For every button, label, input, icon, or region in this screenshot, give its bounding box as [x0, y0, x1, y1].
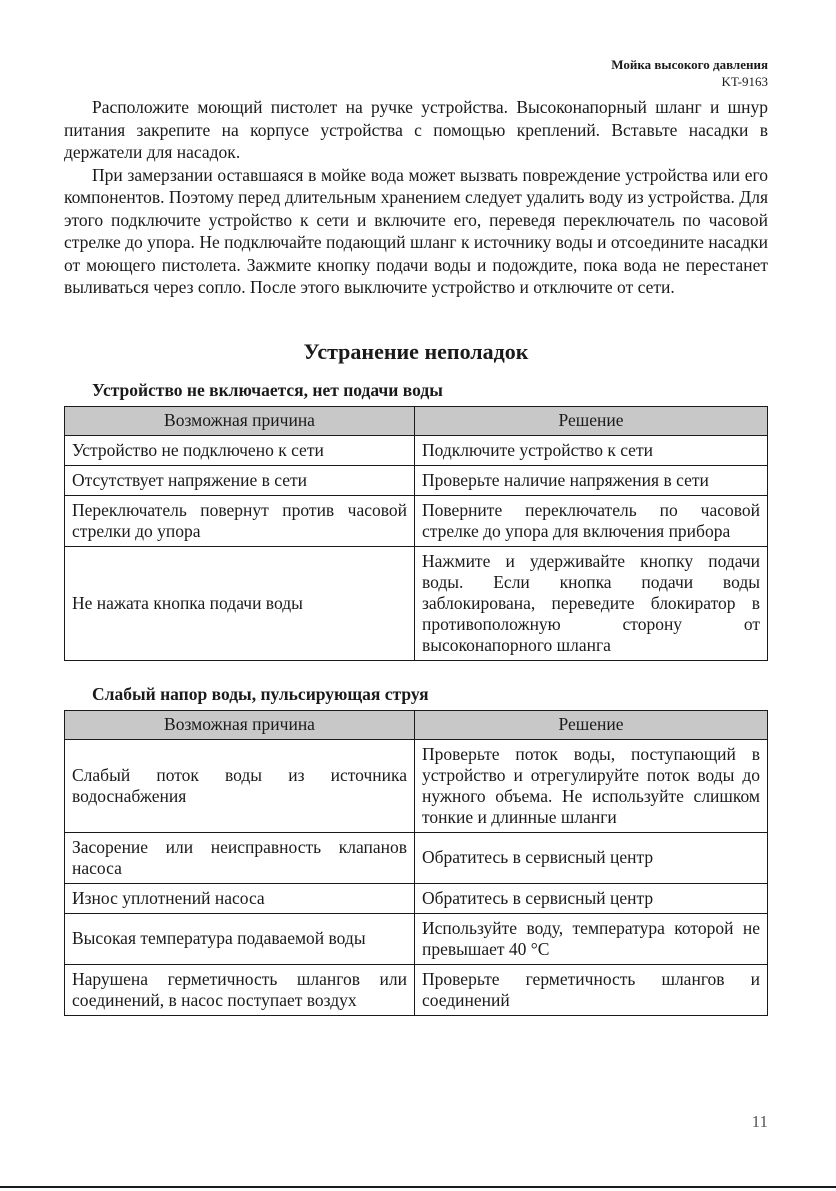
solution-cell: Обратитесь в сервисный центр — [415, 832, 768, 883]
table-row — [65, 832, 768, 883]
cause-cell: Не нажата кнопка подачи воды — [65, 546, 415, 660]
solution-cell: Проверьте поток воды, поступающий в устройство и отрегулируйте поток воды до нужного объема. Не используйте слишком тонкие и длинные шланги — [415, 739, 768, 832]
cause-cell: Устройство не подключено к сети — [65, 435, 415, 465]
solution-cell: Проверьте наличие напряжения в сети — [415, 465, 768, 495]
table-row — [65, 495, 768, 546]
bottom-divider — [0, 1186, 836, 1188]
page-header — [611, 56, 768, 90]
table-row — [65, 465, 768, 495]
solution-cell: Подключите устройство к сети — [415, 435, 768, 465]
troubleshooting-table-weak-pressure — [64, 710, 768, 1016]
column-header-solution: Решение — [415, 406, 768, 435]
cause-cell: Переключатель повернут против часовой стрелки до упора — [65, 495, 415, 546]
table-row — [65, 913, 768, 964]
product-name: Мойка высокого давления — [611, 57, 768, 72]
column-header-solution: Решение — [415, 710, 768, 739]
table-header-row — [65, 406, 768, 435]
page-number: 11 — [751, 1112, 768, 1131]
solution-cell: Поверните переключатель по часовой стрелке до упора для включения прибора — [415, 495, 768, 546]
paragraph: При замерзании оставшаяся в мойке вода может вызвать повреждение устройства или его компонентов. Поэтому перед длительным хранением следует удалить воду из устройства. Для этого подключите устройство к сети и включите его, переведя переключатель по часовой стрелке до упора. Не подключайте подающий шланг к источнику воды и отсоедините насадки от моющего пистолета. Зажмите кнопку подачи воды и подождите, пока вода не перестанет выливаться через сопло. После этого выключите устройство и отключите от сети. — [64, 164, 768, 297]
table-row — [65, 964, 768, 1015]
table-header-row — [65, 710, 768, 739]
table-title: Устройство не включается, нет подачи воды — [92, 379, 443, 400]
cause-cell: Высокая температура подаваемой воды — [65, 913, 415, 964]
section-title: Устранение неполадок — [303, 338, 529, 364]
paragraph: Расположите моющий пистолет на ручке устройства. Высоконапорный шланг и шнур питания закрепите на корпусе устройства с помощью креплений. Вставьте насадки в держатели для насадок. — [64, 97, 768, 162]
cause-cell: Износ уплотнений насоса — [65, 883, 415, 913]
table-title: Слабый напор воды, пульсирующая струя — [92, 683, 429, 704]
table-row — [65, 739, 768, 832]
page-content — [64, 96, 768, 1016]
solution-cell: Обратитесь в сервисный центр — [415, 883, 768, 913]
model-number: KT-9163 — [721, 74, 768, 89]
column-header-cause: Возможная причина — [65, 710, 415, 739]
table-row — [65, 435, 768, 465]
solution-cell: Нажмите и удерживайте кнопку подачи воды. Если кнопка подачи воды заблокирована, переведите блокиратор в противоположную сторону от высоконапорного шланга — [415, 546, 768, 660]
troubleshooting-table-no-power — [64, 406, 768, 661]
cause-cell: Засорение или неисправность клапанов насоса — [65, 832, 415, 883]
table-row — [65, 546, 768, 660]
solution-cell: Используйте воду, температура которой не превышает 40 °C — [415, 913, 768, 964]
column-header-cause: Возможная причина — [65, 406, 415, 435]
cause-cell: Отсутствует напряжение в сети — [65, 465, 415, 495]
cause-cell: Нарушена герметичность шлангов или соединений, в насос поступает воздух — [65, 964, 415, 1015]
table-row — [65, 883, 768, 913]
solution-cell: Проверьте герметичность шлангов и соединений — [415, 964, 768, 1015]
cause-cell: Слабый поток воды из источника водоснабжения — [65, 739, 415, 832]
